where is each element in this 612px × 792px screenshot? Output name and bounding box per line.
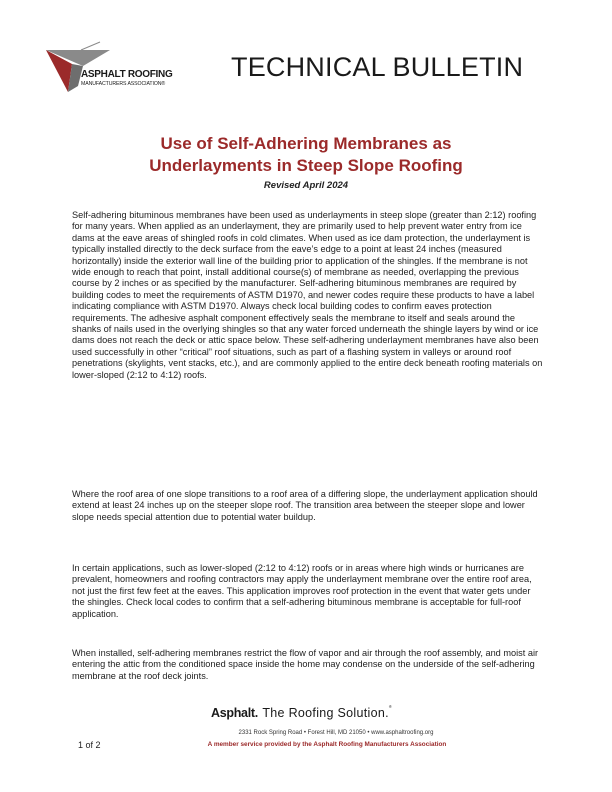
logo-subtitle: MANUFACTURERS ASSOCIATION® (81, 81, 166, 87)
arma-logo (40, 40, 200, 100)
paragraph-vapor-restriction: When installed, self-adhering membranes restrict the flow of vapor and air through the roof assembly, and moist air entering the attic from the conditioned space inside the home may condense on the underside of the self-adhering membrane at the roof deck joints. (72, 648, 539, 681)
footer-member-service: A member service provided by the Asphalt Roofing Manufacturers Association (207, 741, 447, 748)
tagline-sub: The Roofing Solution. (262, 706, 389, 720)
page-number: 1 of 2 (78, 740, 101, 750)
revision-date: Revised April 2024 (263, 180, 349, 191)
logo-name: ASPHALT ROOFING (81, 69, 173, 80)
paragraph-full-roof-application: In certain applications, such as lower-sloped (2:12 to 4:12) roofs or in areas where high winds or hurricanes are prevalent, homeowners and roofing contractors may apply the underlayment membrane over the entire roof area, not just the first few feet at the eaves. This application improves roof protection in the event that water gets under the shingles. Check local codes to confirm that a self-adhering bituminous membrane is acceptable for full-roof application. (72, 563, 532, 619)
paragraph-ice-dam-protection: Self-adhering bituminous membranes have been used as underlayments in steep slope (greater than 2:12) roofing for many years. When applied as an underlayment, they are primarily used to help prevent water entry from ice dams at the eave areas of shingled roofs in cold climates. When used as ice dam protection, the underlayment is typically installed directly to the deck surface from the eave’s edge to a point at least 24 inches (measured horizontally) inside the exterior wall line of the building prior to application of the shingles. If the membrane is not wide enough to reach that point, install additional course(s) of membrane as needed, overlapping the previous course by 2 inches or as specified by the manufacturer. Self-adhering bituminous membranes are required by building codes to meet the requirements of ASTM D1970, and newer codes require these products to have a label indicating compliance with ASTM D1970. Always check local building codes to confirm eaves protection requirements. The adhesive asphalt component effectively seals the membrane to itself and seals around the shanks of nails used in the overlying shingles so that any water forced underneath the shingle layers by wind or ice dams does not reach the deck or attic space below. These self-adhering underlayment membranes have also been used successfully in other “critical” roof situations, such as part of a flashing system in valleys or around roof penetrations (skylights, vent stacks, etc.), and are commonly applied to the entire deck beneath roofing materials on lower-sloped (2:12 to 4:12) roofs. (72, 210, 543, 380)
tagline-registered: ® (388, 704, 392, 709)
footer-tagline (211, 704, 392, 722)
paragraph-slope-transition: Where the roof area of one slope transitions to a roof area of a differing slope, the underlayment application should extend at least 24 inches up on the steeper slope roof. The transition area between the steeper slope and lower slope needs special attention due to potential water buildup. (72, 489, 538, 522)
tagline-brand: Asphalt. (211, 706, 258, 720)
document-title-line2: Underlayments in Steep Slope Roofing (149, 156, 463, 175)
document-title-line1: Use of Self-Adhering Membranes as (160, 134, 452, 153)
footer-address: 2331 Rock Spring Road • Forest Hill, MD 21050 • www.asphaltroofing.org (238, 730, 434, 736)
bulletin-heading: TECHNICAL BULLETIN (231, 52, 524, 82)
